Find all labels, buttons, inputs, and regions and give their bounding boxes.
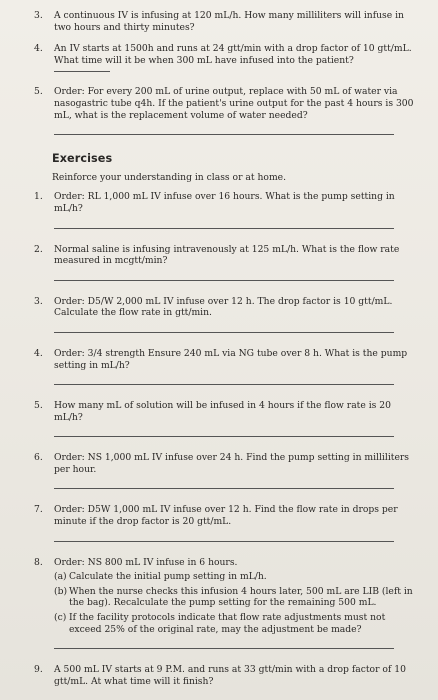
question-number: 4. [34, 43, 43, 55]
exercise-text: Normal saline is infusing intravenously at 125 mL/h. What is the flow rate measured in mcgtt/min? [54, 243, 400, 267]
subquestion-label: (c) [54, 612, 67, 624]
exercise-text: How many mL of solution will be infused in 4 hours if the flow rate is 20 mL/h? [54, 400, 391, 423]
question-4 [34, 43, 420, 72]
answer-line[interactable] [54, 280, 394, 281]
subquestion-a [54, 571, 420, 583]
answer-line[interactable] [54, 134, 394, 135]
exercise-text: Order: NS 1,000 mL IV infuse over 24 h. Find the pump setting in milliliters per hour. [54, 452, 409, 475]
exercise-text: Order: NS 800 mL IV infuse in 6 hours. [54, 556, 238, 568]
exercises-heading: Exercises [52, 152, 113, 166]
exercise-8 [34, 556, 420, 650]
answer-line[interactable] [54, 648, 394, 649]
subquestion-label: (b) [54, 585, 68, 597]
subquestion-text: When the nurse checks this infusion 4 hours later, 500 mL are LIB (left in the bag). Recalculate the pump setting for the remaining 500 mL. [69, 585, 413, 609]
subquestion-b [54, 586, 420, 609]
exercise-number: 2. [34, 243, 43, 255]
exercise-7 [34, 504, 420, 541]
answer-line[interactable] [54, 488, 394, 489]
answer-line[interactable] [54, 384, 394, 385]
question-number: 5. [34, 86, 43, 98]
exercise-number: 9. [34, 664, 43, 676]
exercise-3 [34, 295, 420, 333]
exercise-number: 4. [34, 347, 43, 359]
exercise-number: 7. [34, 504, 43, 516]
exercise-text: Order: 3/4 strength Ensure 240 mL via NG tube over 8 h. What is the pump setting in mL/h? [54, 347, 408, 371]
answer-line[interactable] [54, 228, 394, 229]
exercise-number: 3. [34, 295, 43, 307]
question-text: Order: For every 200 mL of urine output, replace with 50 mL of water via nasogastric tube q4h. If the patient's urine output for the past 4 hours is 300 mL, what is the replacement volume of water needed? [54, 86, 414, 121]
exercise-9 [34, 664, 420, 700]
exercise-2 [34, 243, 420, 281]
exercise-text: Order: D5/W 2,000 mL IV infuse over 12 h. The drop factor is 10 gtt/mL. Calculate the flow rate in gtt/min. [54, 295, 393, 319]
question-text: An IV starts at 1500h and runs at 24 gtt/min with a drop factor of 10 gtt/mL. What time will it be when 300 mL have infused into the patient? [54, 43, 412, 66]
exercise-number: 8. [34, 556, 43, 568]
exercise-1 [34, 191, 420, 228]
exercise-4 [34, 347, 420, 385]
exercise-6 [34, 452, 420, 489]
exercise-5 [34, 400, 420, 437]
exercise-text: Order: RL 1,000 mL IV infuse over 16 hours. What is the pump setting in mL/h? [54, 191, 395, 214]
answer-line[interactable] [54, 436, 394, 437]
question-5 [34, 86, 420, 135]
subquestion-text: If the facility protocols indicate that flow rate adjustments must not exceed 25% of the original rate, may the adjustment be made? [69, 612, 386, 635]
exercise-number: 5. [34, 400, 43, 412]
question-text: A continuous IV is infusing at 120 mL/h. How many milliliters will infuse in two hours and thirty minutes? [54, 10, 404, 33]
question-3 [34, 10, 420, 33]
exercise-number: 6. [34, 452, 43, 464]
answer-line[interactable] [54, 71, 110, 72]
exercise-text: A 500 mL IV starts at 9 P.M. and runs at 33 gtt/min with a drop factor of 10 gtt/mL. At what time will it finish? [54, 664, 406, 687]
exercise-number: 1. [34, 191, 43, 203]
exercises-intro: Reinforce your understanding in class or at home. [52, 171, 287, 183]
question-number: 3. [34, 10, 43, 21]
subquestion-label: (a) [54, 571, 67, 583]
answer-line[interactable] [54, 541, 394, 542]
exercise-text: Order: D5W 1,000 mL IV infuse over 12 h. Find the flow rate in drops per minute if the drop factor is 20 gtt/mL. [54, 504, 398, 528]
answer-line[interactable] [54, 332, 394, 333]
subquestion-c [54, 612, 420, 635]
subquestion-text: Calculate the initial pump setting in mL/h. [69, 571, 267, 583]
